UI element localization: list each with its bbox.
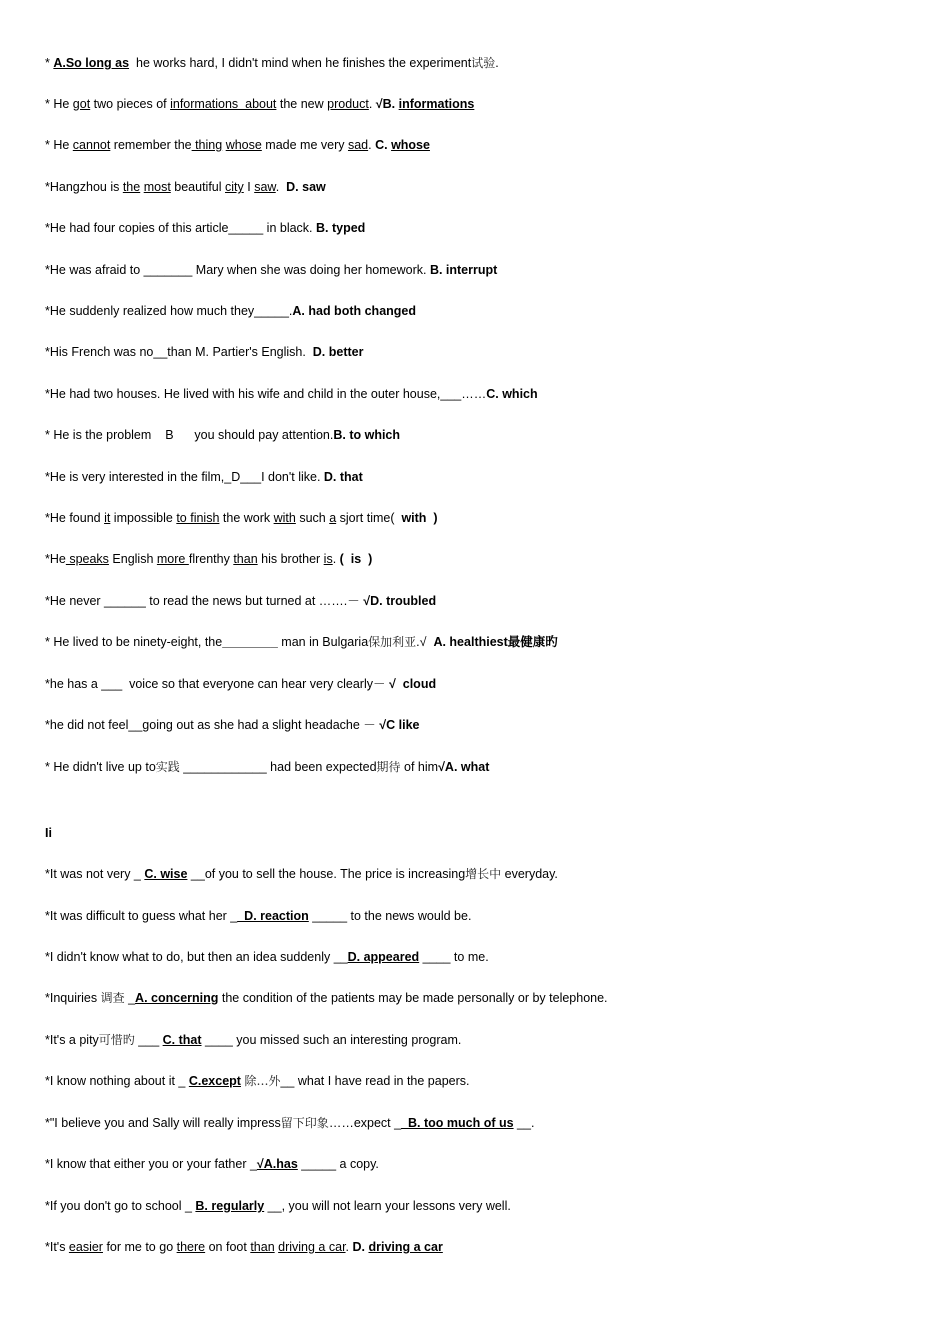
question-text: 实践: [155, 760, 180, 774]
question-text: *It's: [45, 1240, 69, 1254]
question-line: [45, 1073, 469, 1089]
question-text: *: [45, 56, 54, 70]
question-line: [45, 717, 420, 733]
question-text: beautiful: [170, 180, 226, 194]
question-text: __of you to sell the house. The price is increasing: [187, 867, 466, 881]
answer-text: C.except: [188, 1074, 241, 1088]
question-line: [45, 1032, 461, 1048]
question-line: [45, 427, 400, 443]
question-line: [45, 137, 430, 153]
question-text: * He lived to be ninety-eight, the: [45, 635, 223, 649]
underlined-text: speaks: [65, 552, 109, 566]
question-text: * He didn't live up to: [45, 760, 156, 774]
question-text: he works hard, I didn't mind when he finishes the experiment: [129, 56, 472, 70]
question-text: *He had four copies of this article_____ in black.: [45, 221, 316, 235]
question-line: [45, 179, 326, 195]
answer-text: √ cloud: [388, 677, 437, 691]
question-text: ____________ had been expected: [179, 760, 377, 774]
question-text: everyday.: [501, 867, 558, 881]
question-text: .: [495, 56, 499, 70]
question-text: flrenthy: [188, 552, 234, 566]
underlined-text: saw: [254, 180, 276, 194]
underlined-text: city: [225, 180, 244, 194]
question-line: [45, 303, 416, 319]
question-line: [45, 510, 438, 526]
answer-text: B. typed: [316, 221, 366, 235]
underlined-text: easier: [68, 1240, 103, 1254]
question-text: *If you don't go to school _: [45, 1199, 196, 1213]
question-text: such: [295, 511, 330, 525]
question-text: 保加利亚: [368, 635, 417, 649]
question-text: _: [124, 991, 136, 1005]
question-line: [45, 55, 499, 71]
question-text: .: [275, 180, 287, 194]
question-text: .: [345, 1240, 353, 1254]
question-text: __, you will not learn your lessons very well.: [264, 1199, 511, 1213]
underlined-text: cannot: [72, 138, 111, 152]
question-line: [45, 469, 363, 485]
underlined-text: most: [143, 180, 171, 194]
question-text: * He: [45, 138, 73, 152]
question-line: [45, 1198, 511, 1214]
question-text: * He: [45, 97, 73, 111]
underlined-text: whose: [225, 138, 262, 152]
section-heading: Ii: [45, 826, 52, 840]
question-text: ____ to me.: [419, 950, 489, 964]
answer-text: B. regularly: [195, 1199, 265, 1213]
question-text: remember the: [110, 138, 192, 152]
question-text: of him: [400, 760, 439, 774]
question-text: English: [108, 552, 157, 566]
answer-text: with: [401, 511, 427, 525]
question-line: [45, 759, 489, 775]
underlined-text: driving a car: [278, 1240, 346, 1254]
question-text: *He had two houses. He lived with his wife and child in the outer house,___……: [45, 387, 487, 401]
question-line: [45, 949, 489, 965]
question-text: *It was not very _: [45, 867, 145, 881]
question-text: sjort time(: [336, 511, 402, 525]
question-text: impossible: [110, 511, 177, 525]
question-text: ___: [134, 1033, 163, 1047]
underlined-text: informations about: [170, 97, 277, 111]
answer-text: A. had both changed: [292, 304, 416, 318]
question-text: for me to go: [102, 1240, 177, 1254]
question-text: man in Bulgaria: [277, 635, 369, 649]
question-text: _____ to the news would be.: [308, 909, 472, 923]
question-line: [45, 386, 538, 402]
question-line: [45, 908, 471, 924]
question-line: [45, 262, 497, 278]
question-text: *He never ______ to read the news but turned at …….－: [45, 594, 364, 608]
question-line: [45, 676, 436, 692]
question-text: 可惜旳: [98, 1033, 135, 1047]
question-line: [45, 593, 436, 609]
underlined-text: it: [104, 511, 111, 525]
question-text: ____ you missed such an interesting program.: [201, 1033, 462, 1047]
question-text: __ what I have read in the papers.: [280, 1074, 470, 1088]
question-text: *It was difficult to guess what her _: [45, 909, 238, 923]
question-line: [45, 1156, 379, 1172]
answer-text: √A.has: [256, 1157, 298, 1171]
question-text: on foot: [205, 1240, 251, 1254]
question-line: [45, 866, 558, 882]
answer-text: B. interrupt: [429, 263, 498, 277]
question-text: *It's a pity: [45, 1033, 99, 1047]
question-text: made me very: [261, 138, 348, 152]
answer-text: D. that: [323, 470, 363, 484]
answer-text: A. healthiest最健康旳: [433, 635, 558, 649]
question-text: *I know that either you or your father _: [45, 1157, 257, 1171]
underlined-text: than: [233, 552, 258, 566]
question-line: [45, 220, 365, 236]
question-line: [45, 1115, 534, 1131]
underlined-text: than: [250, 1240, 275, 1254]
underlined-text: product: [327, 97, 369, 111]
question-text: __.: [513, 1116, 535, 1130]
underlined-text: a: [329, 511, 337, 525]
answer-text: D.: [352, 1240, 369, 1254]
question-text: 除…外: [244, 1074, 281, 1088]
answer-text: D. better: [312, 345, 364, 359]
question-text: the new: [276, 97, 328, 111]
question-text: 试验: [471, 56, 496, 70]
question-text: * He is the problem B you should pay attention.: [45, 428, 334, 442]
answer-text: whose: [391, 138, 430, 152]
answer-text: B. to which: [333, 428, 401, 442]
question-text: *His French was no__than M. Partier's English.: [45, 345, 313, 359]
answer-text: ( is ): [339, 552, 373, 566]
answer-text: C. that: [162, 1033, 202, 1047]
answer-text: √A. what: [438, 760, 490, 774]
question-text: 期待: [376, 760, 401, 774]
question-line: [45, 990, 608, 1006]
question-line: [45, 1239, 443, 1255]
answer-text: C. wise: [144, 867, 188, 881]
answer-text: ________: [222, 635, 278, 649]
underlined-text: got: [72, 97, 91, 111]
question-text: 留下印象: [280, 1116, 329, 1130]
underlined-text: more: [156, 552, 189, 566]
question-text: *I didn't know what to do, but then an idea suddenly __: [45, 950, 348, 964]
question-text: *Inquiries: [45, 991, 101, 1005]
underlined-text: sad: [347, 138, 369, 152]
question-text: *he has a ___ voice so that everyone can hear very clearly－: [45, 677, 389, 691]
question-text: the condition of the patients may be made personally or by telephone.: [218, 991, 608, 1005]
question-text: 增长中: [465, 867, 502, 881]
question-text: *He: [45, 552, 66, 566]
underlined-text: the: [122, 180, 141, 194]
underlined-text: is: [323, 552, 333, 566]
answer-text: ): [426, 511, 438, 525]
question-text: 调查: [100, 991, 125, 1005]
question-text: *he did not feel__going out as she had a slight headache －: [45, 718, 380, 732]
question-text: .: [332, 552, 340, 566]
question-text: ……expect _: [328, 1116, 402, 1130]
question-text: *"I believe you and Sally will really impress: [45, 1116, 281, 1130]
underlined-text: with: [273, 511, 296, 525]
question-text: *I know nothing about it _: [45, 1074, 189, 1088]
question-text: two pieces of: [90, 97, 171, 111]
answer-text: √C like: [379, 718, 420, 732]
question-text: .√: [416, 635, 434, 649]
answer-text: A.So long as: [53, 56, 130, 70]
question-line: [45, 96, 474, 112]
question-text: *He suddenly realized how much they_____.: [45, 304, 293, 318]
question-text: _____ a copy.: [297, 1157, 379, 1171]
answer-text: driving a car: [368, 1240, 443, 1254]
answer-text: D. saw: [286, 180, 326, 194]
question-text: I: [243, 180, 255, 194]
answer-text: C. which: [486, 387, 538, 401]
underlined-text: there: [176, 1240, 206, 1254]
answer-text: √B.: [375, 97, 399, 111]
question-text: .: [368, 138, 376, 152]
question-line: [45, 551, 372, 567]
question-text: *He was afraid to _______ Mary when she was doing her homework.: [45, 263, 430, 277]
answer-text: informations: [398, 97, 475, 111]
answer-text: √D. troubled: [363, 594, 437, 608]
question-text: his brother: [257, 552, 324, 566]
question-text: *He is very interested in the film,_D___I don't like.: [45, 470, 324, 484]
question-text: *He found: [45, 511, 105, 525]
question-text: *Hangzhou is: [45, 180, 123, 194]
answer-text: _B. too much of us: [401, 1116, 514, 1130]
underlined-text: to finish: [176, 511, 220, 525]
answer-text: C.: [375, 138, 392, 152]
answer-text: _D. reaction: [237, 909, 309, 923]
question-text: .: [368, 97, 376, 111]
answer-text: A. concerning: [135, 991, 219, 1005]
answer-text: D. appeared: [347, 950, 420, 964]
question-text: the work: [219, 511, 274, 525]
underlined-text: thing: [191, 138, 223, 152]
question-line: [45, 344, 363, 360]
question-line: [45, 634, 558, 650]
